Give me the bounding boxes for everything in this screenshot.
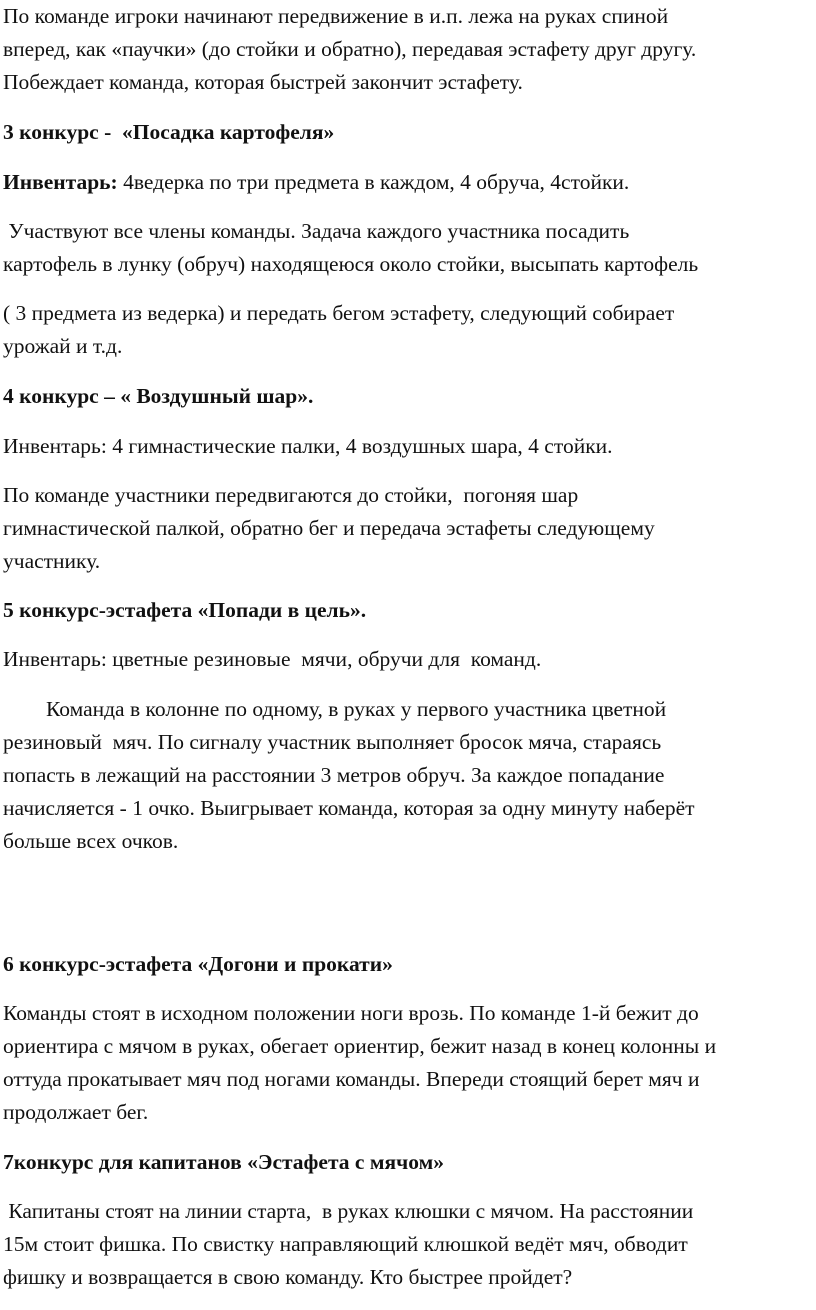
contest-3-desc-line-1: Участвуют все члены команды. Задача каждого участника посадить <box>3 219 630 243</box>
contest-3-desc-line-3: ( 3 предмета из ведерка) и передать бегом эстафету, следующий собирает <box>3 301 675 325</box>
contest-5-inventory: Инвентарь: цветные резиновые мячи, обручи для команд. <box>3 647 542 671</box>
contest-4-heading: 4 конкурс – « Воздушный шар». <box>3 384 314 408</box>
contest-5-heading: 5 конкурс-эстафета «Попади в цель». <box>3 598 367 622</box>
contest-3-desc-line-2: картофель в лунку (обруч) находящеюся около стойки, высыпать картофель <box>3 252 699 276</box>
contest-3-desc-line-4: урожай и т.д. <box>3 334 123 358</box>
inventory-label: Инвентарь: <box>3 170 118 194</box>
contest-5-desc-line-5: больше всех очков. <box>3 829 179 853</box>
contest-6-heading: 6 конкурс-эстафета «Догони и прокати» <box>3 952 393 976</box>
contest-7-desc-line-2: 15м стоит фишка. По свистку направляющий клюшкой ведёт мяч, обводит <box>3 1232 688 1256</box>
contest-7-heading: 7конкурс для капитанов «Эстафета с мячом» <box>3 1150 444 1174</box>
contest-6-desc-line-2: ориентира с мячом в руках, обегает ориентир, бежит назад в конец колонны и <box>3 1034 717 1058</box>
intro-line-3: Побеждает команда, которая быстрей закончит эстафету. <box>3 70 523 94</box>
contest-6-desc-line-3: оттуда прокатывает мяч под ногами команды. Впереди стоящий берет мяч и <box>3 1067 700 1091</box>
contest-4-desc-line-3: участнику. <box>3 549 101 573</box>
contest-6-desc-line-4: продолжает бег. <box>3 1100 149 1124</box>
contest-7-desc-line-1: Капитаны стоят на линии старта, в руках клюшки с мячом. На расстоянии <box>3 1199 694 1223</box>
contest-5-desc-line-2: резиновый мяч. По сигналу участник выполняет бросок мяча, стараясь <box>3 730 662 754</box>
contest-4-desc-line-2: гимнастической палкой, обратно бег и передача эстафеты следующему <box>3 516 655 540</box>
inventory-text: 4ведерка по три предмета в каждом, 4 обруча, 4стойки. <box>117 170 630 194</box>
contest-5-desc-line-1: Команда в колонне по одному, в руках у первого участника цветной <box>3 697 667 721</box>
intro-line-2: вперед, как «паучки» (до стойки и обратно), передавая эстафету друг другу. <box>3 37 697 61</box>
contest-5-desc-line-3: попасть в лежащий на расстоянии 3 метров обруч. За каждое попадание <box>3 763 665 787</box>
contest-4-desc-line-1: По команде участники передвигаются до стойки, погоняя шар <box>3 483 579 507</box>
intro-line-1: По команде игроки начинают передвижение в и.п. лежа на руках спиной <box>3 4 669 28</box>
contest-3-inventory <box>3 166 629 198</box>
contest-4-inventory: Инвентарь: 4 гимнастические палки, 4 воздушных шара, 4 стойки. <box>3 434 613 458</box>
contest-5-desc-line-4: начисляется - 1 очко. Выигрывает команда, которая за одну минуту наберёт <box>3 796 695 820</box>
contest-3-heading: 3 конкурс - «Посадка картофеля» <box>3 120 335 144</box>
contest-7-desc-line-3: фишку и возвращается в свою команду. Кто быстрее пройдет? <box>3 1265 573 1289</box>
contest-6-desc-line-1: Команды стоят в исходном положении ноги врозь. По команде 1-й бежит до <box>3 1001 699 1025</box>
